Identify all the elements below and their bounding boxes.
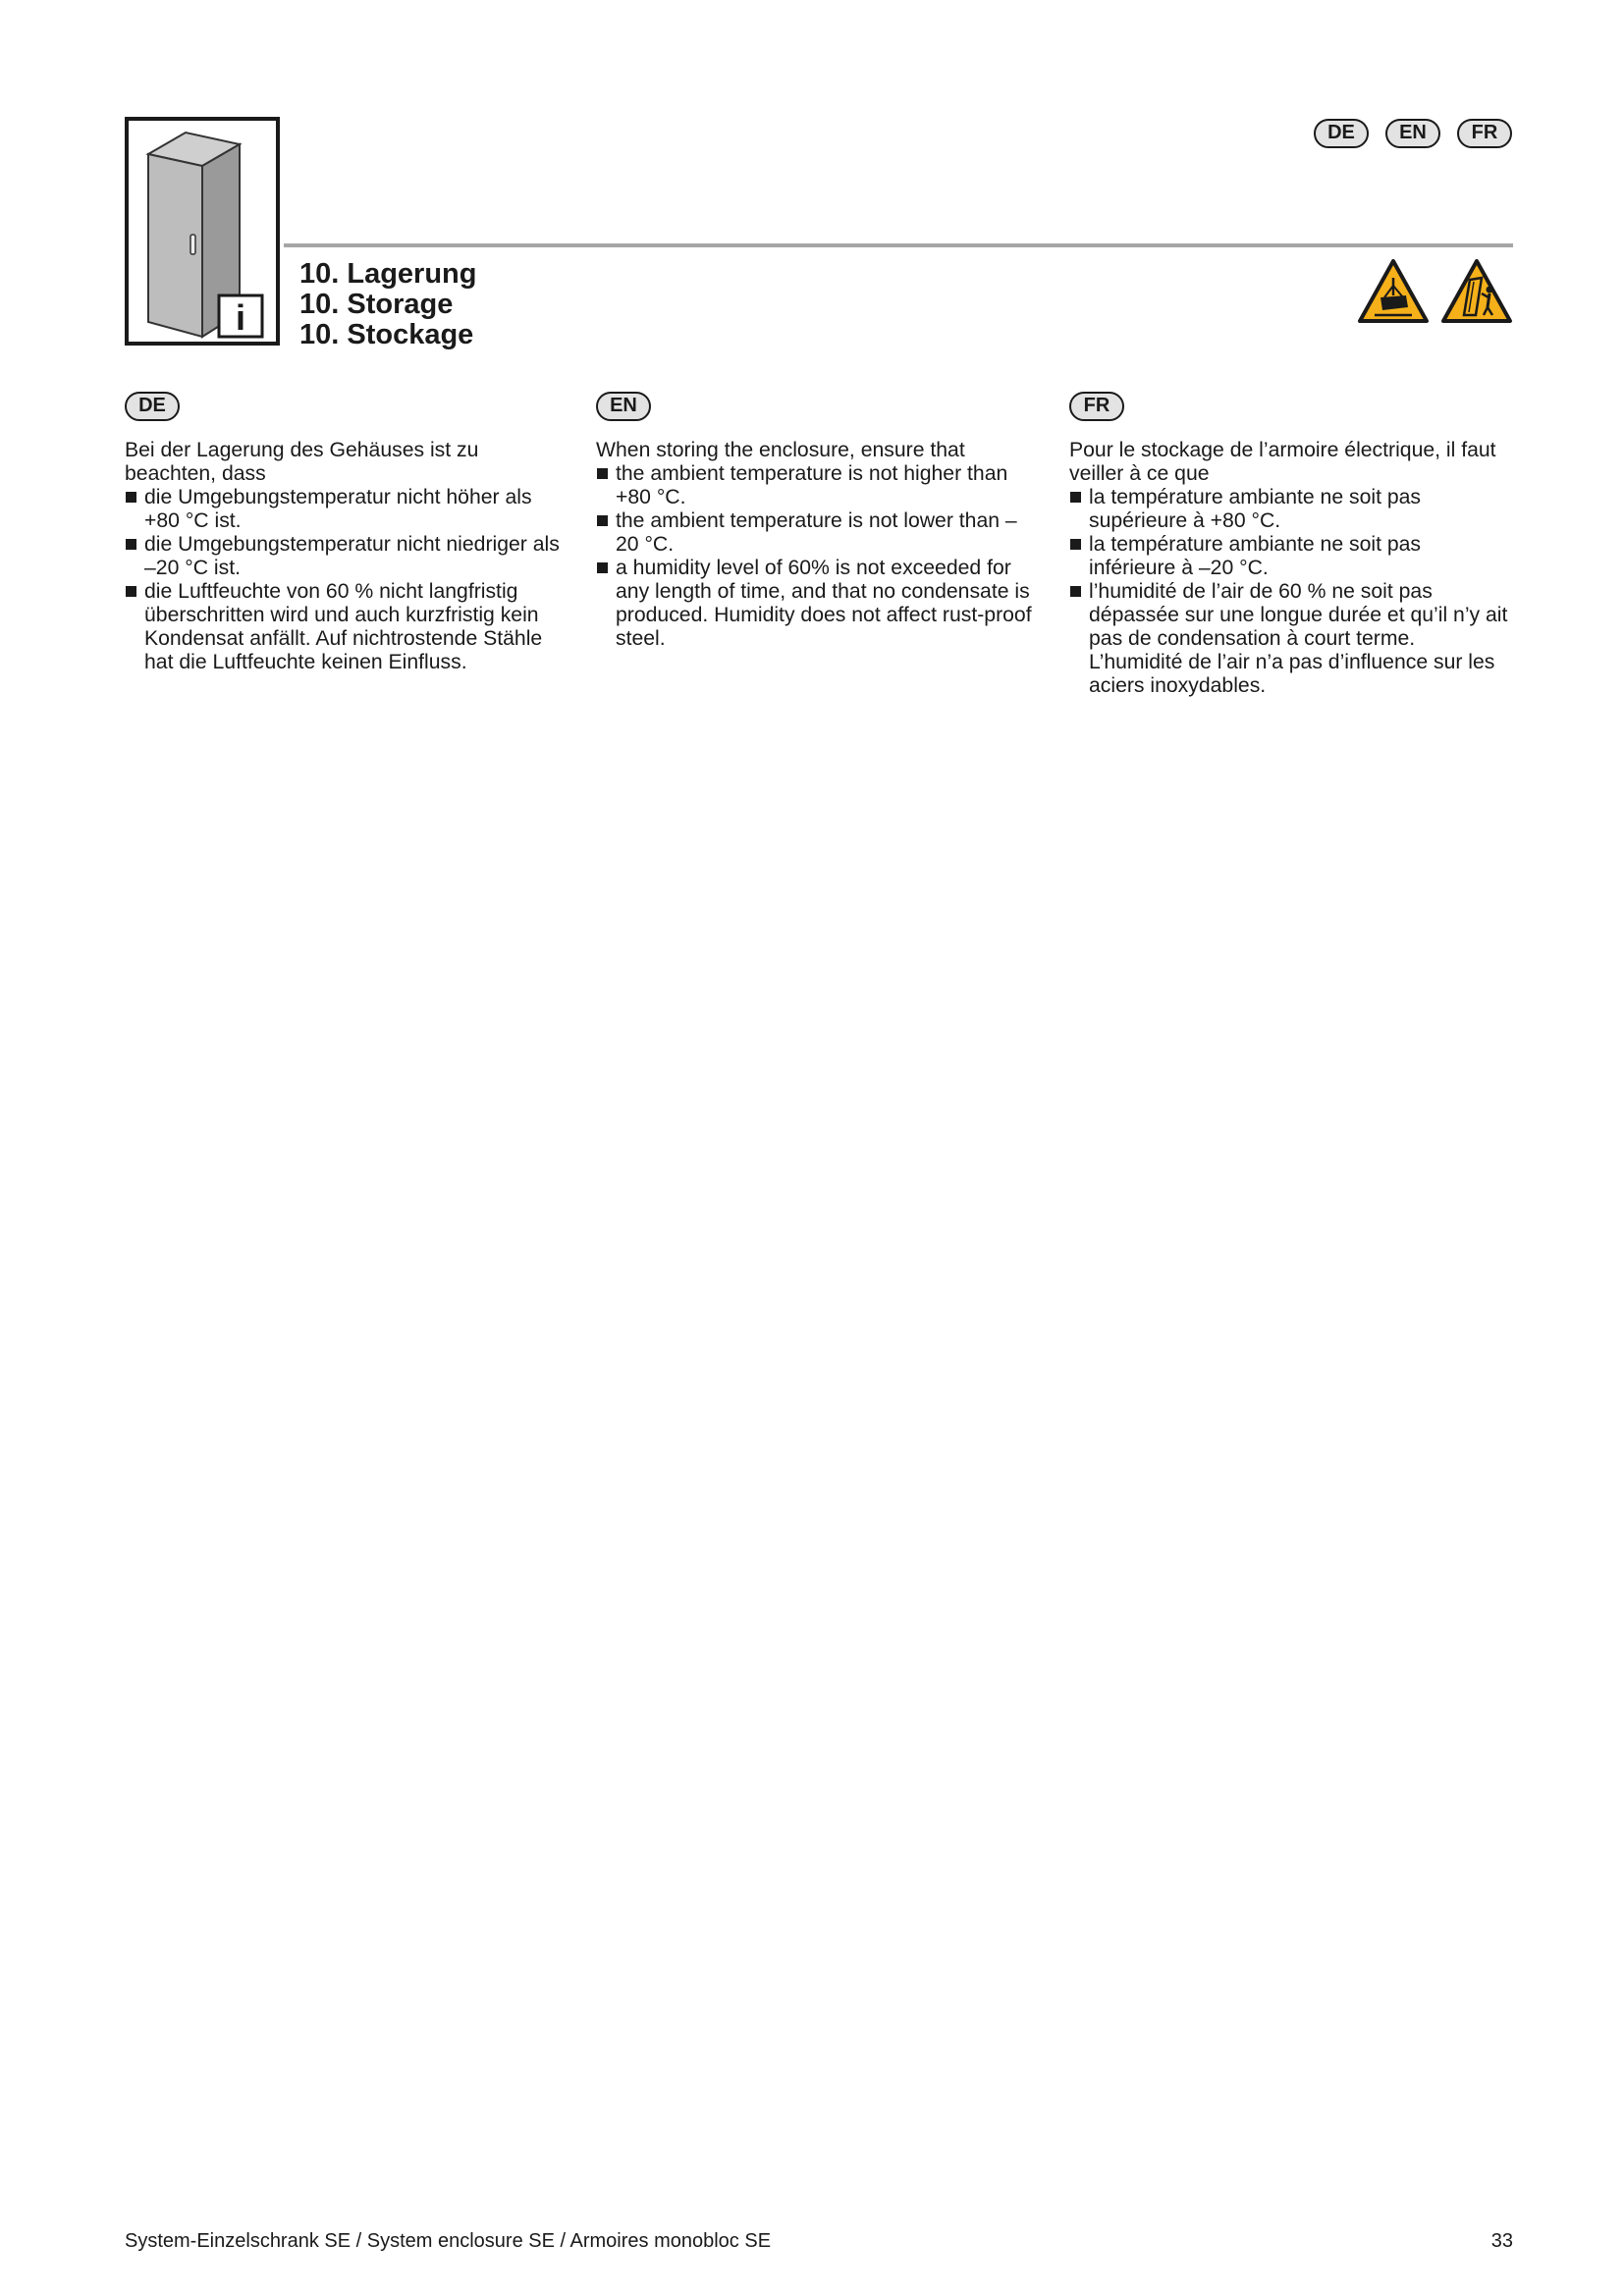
info-glyph: i [235,297,246,338]
intro-text: Pour le stockage de l’armoire électrique, il faut veiller à ce que [1069,439,1496,485]
title-de: 10. Lagerung [299,258,477,290]
column-lang-badge-en: EN [596,392,651,421]
header-divider [284,243,1513,247]
column-lang-badge-de: DE [125,392,180,421]
intro-text: When storing the enclosure, ensure that [596,439,965,461]
bullet-list [125,486,567,674]
suspended-load-warning-icon [1357,258,1430,325]
list-item: l’humidité de l’air de 60 % ne soit pas dépassée sur une longue durée et qu’il n’y ait pas de condensation à court terme. L’humidité de l’air n’a pas d’influence sur les aciers inoxydables. [1069,580,1513,698]
list-item: die Umgebungstemperatur nicht niedriger als –20 °C ist. [125,533,567,580]
column-de [125,439,567,674]
intro-text: Bei der Lagerung des Gehäuses ist zu beachten, dass [125,439,479,485]
list-item: die Luftfeuchte von 60 % nicht langfristig überschritten wird und auch kurzfristig kein Kondensat anfällt. Auf nichtrostende Stähle hat die Luftfeuchte keinen Einfluss. [125,580,567,674]
list-item: a humidity level of 60% is not exceeded for any length of time, and that no condensate is produced. Humidity does not affect rust-proof steel. [596,557,1038,651]
bullet-list [596,462,1038,651]
column-fr [1069,439,1513,698]
enclosure-info-icon [125,117,280,346]
column-en [596,439,1038,651]
list-item: die Umgebungstemperatur nicht höher als +80 °C ist. [125,486,567,533]
footer-document-title: System-Einzelschrank SE / System enclosure SE / Armoires monobloc SE [125,2230,772,2252]
lang-tab-en[interactable]: EN [1385,119,1440,148]
column-lang-badge-fr: FR [1069,392,1124,421]
list-item: the ambient temperature is not lower than –20 °C. [596,509,1038,557]
bullet-list [1069,486,1513,698]
list-item: la température ambiante ne soit pas supérieure à +80 °C. [1069,486,1513,533]
title-fr: 10. Stockage [299,319,474,350]
lang-tab-de[interactable]: DE [1314,119,1369,148]
tipping-hazard-warning-icon [1440,258,1513,325]
section-titles [299,259,477,350]
title-en: 10. Storage [299,289,454,320]
lang-tab-fr[interactable]: FR [1457,119,1512,148]
page-number: 33 [1490,2230,1513,2252]
list-item: la température ambiante ne soit pas inférieure à –20 °C. [1069,533,1513,580]
list-item: the ambient temperature is not higher than +80 °C. [596,462,1038,509]
